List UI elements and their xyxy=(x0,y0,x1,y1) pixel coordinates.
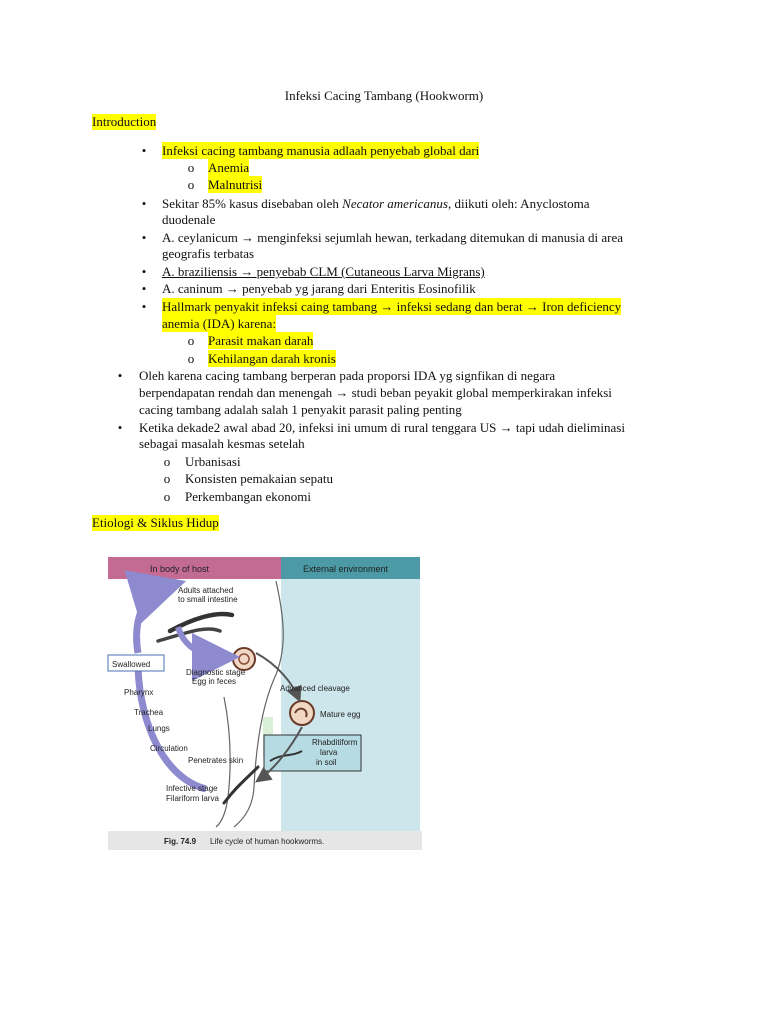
sub-item-parasit: Parasit makan darah xyxy=(208,333,314,348)
bullet-hallmark-cont: anemia (IDA) karena: xyxy=(162,316,277,331)
cleavage-label: Advanced cleavage xyxy=(280,684,350,693)
trachea-label: Trachea xyxy=(134,708,164,717)
infective-label: Filariform larva xyxy=(166,794,219,803)
sub-item-urbanisasi: Urbanisasi xyxy=(185,454,241,469)
diagnostic-label: Egg in feces xyxy=(192,677,237,686)
sub-item-malnutrisi: Malnutrisi xyxy=(208,177,263,192)
lungs-label: Lungs xyxy=(148,724,170,733)
bullet-ida-cont: berpendapatan rendah dan menengah → studi beban peyakit global memperkirakan infeksi xyxy=(139,385,612,400)
sub-item-anemia: Anemia xyxy=(208,160,250,175)
bullet-global-cause: Infeksi cacing tambang manusia adlaah penyebab global dari xyxy=(162,143,480,158)
bullet-necator: Sekitar 85% kasus disebaban oleh Necator americanus, diikuti oleh: Anyclostoma xyxy=(162,196,590,211)
bullet-icon: • xyxy=(141,299,147,314)
bullet-us-cont: sebagai masalah kesmas setelah xyxy=(139,436,305,451)
pharynx-label: Pharynx xyxy=(124,688,154,697)
caption-text: Life cycle of human hookworms. xyxy=(210,837,325,846)
bullet-icon: • xyxy=(141,264,147,279)
bullet-icon: • xyxy=(117,420,123,435)
intro-heading: Introduction xyxy=(92,114,157,129)
bullet-us: Ketika dekade2 awal abad 20, infeksi ini umum di rural tenggara US → tapi udah dieliminasi xyxy=(139,420,625,435)
bullet-icon: • xyxy=(141,196,147,211)
sub-bullet-icon: o xyxy=(187,351,195,366)
bullet-ceylanicum: A. ceylanicum → menginfeksi sejumlah hewan, terkadang ditemukan di manusia di area xyxy=(162,230,623,245)
adults-label: Adults attached xyxy=(178,586,234,595)
bullet-braziliensis: A. braziliensis → penyebab CLM (Cutaneous Larva Migrans) xyxy=(162,264,485,279)
penetrates-label: Penetrates skin xyxy=(188,756,244,765)
diagnostic-label: Diagnostic stage xyxy=(186,668,246,677)
adults-label: to small intestine xyxy=(178,595,238,604)
sub-bullet-icon: o xyxy=(187,333,195,348)
sub-bullet-icon: o xyxy=(163,489,171,504)
etiology-heading: Etiologi & Siklus Hidup xyxy=(92,515,219,530)
bullet-ida-cont: cacing tambang adalah salah 1 penyakit parasit paling penting xyxy=(139,402,462,417)
life-cycle-figure xyxy=(106,557,422,850)
sub-bullet-icon: o xyxy=(187,177,195,192)
sub-item-ekonomi: Perkembangan ekonomi xyxy=(185,489,311,504)
swallowed-label: Swallowed xyxy=(112,660,151,669)
sub-item-sepatu: Konsisten pemakaian sepatu xyxy=(185,471,334,486)
bullet-hallmark: Hallmark penyakit infeksi caing tambang → infeksi sedang dan berat → Iron deficiency xyxy=(162,299,622,314)
sub-item-kehilangan: Kehilangan darah kronis xyxy=(208,351,336,366)
bullet-ida: Oleh karena cacing tambang berperan pada proporsi IDA yg signfikan di negara xyxy=(139,368,556,383)
bullet-icon: • xyxy=(141,281,147,296)
circulation-label: Circulation xyxy=(150,744,188,753)
mature-egg-icon xyxy=(290,701,314,725)
host-header-label: In body of host xyxy=(150,564,210,574)
rhabditiform-label: larva xyxy=(320,748,338,757)
bullet-icon: • xyxy=(117,368,123,383)
sub-bullet-icon: o xyxy=(163,454,171,469)
egg-icon xyxy=(233,648,255,670)
bullet-icon: • xyxy=(141,230,147,245)
caption-number: Fig. 74.9 xyxy=(164,837,197,846)
mature-label: Mature egg xyxy=(320,710,361,719)
sub-bullet-icon: o xyxy=(187,160,195,175)
bullet-caninum: A. caninum → penyebab yg jarang dari Enteritis Eosinofilik xyxy=(162,281,476,296)
bullet-icon: • xyxy=(141,143,147,158)
rhabditiform-label: in soil xyxy=(316,758,337,767)
sub-bullet-icon: o xyxy=(163,471,171,486)
page-title: Infeksi Cacing Tambang (Hookworm) xyxy=(284,88,484,103)
bullet-ceylanicum-cont: geografis terbatas xyxy=(162,246,255,261)
rhabditiform-label: Rhabditiform xyxy=(312,738,358,747)
external-header-label: External environment xyxy=(303,564,389,574)
infective-label: Infective stage xyxy=(166,784,218,793)
bullet-necator-cont: duodenale xyxy=(162,212,216,227)
